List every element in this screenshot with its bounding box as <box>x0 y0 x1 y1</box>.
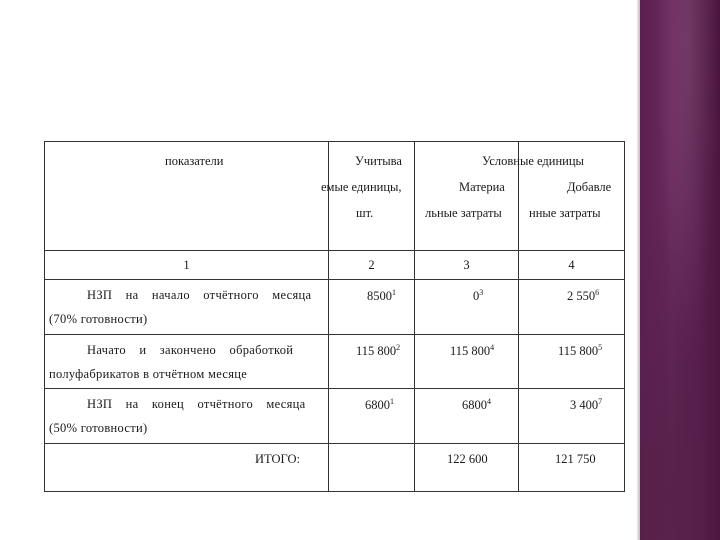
added-value: 3 $400^7$ <box>570 397 603 413</box>
total-added-cell <box>519 443 625 491</box>
total-materials-cell <box>415 443 519 491</box>
total-row <box>45 443 625 491</box>
row-label-cell <box>45 280 329 335</box>
accounted-cell <box>329 389 415 444</box>
row-label-cell <box>45 389 329 444</box>
accounted-cell <box>329 334 415 389</box>
column-number-4: 4 <box>519 251 625 280</box>
row-label-line1: НЗП на начало отчётного месяца <box>87 288 312 303</box>
accounted-value: 8500$^1$ <box>367 288 396 304</box>
header-added-line2: нные затраты <box>529 206 601 220</box>
materials-cell <box>415 334 519 389</box>
added-cell <box>519 334 625 389</box>
total-label-cell <box>45 443 329 491</box>
column-number-1: 1 <box>45 251 329 280</box>
column-number-2: 2 <box>329 251 415 280</box>
added-value: 2 $550^6$ <box>567 288 600 304</box>
header-materials-line1: Материа <box>459 180 505 194</box>
accounted-value: 6800$^1$ <box>365 397 394 413</box>
table-row <box>45 334 625 389</box>
materials-cell <box>415 280 519 335</box>
row-label-line2: (50% готовности) <box>49 421 148 436</box>
table-row <box>45 280 625 335</box>
row-label-line1: НЗП на конец отчётного месяца <box>87 397 306 412</box>
column-number-3: 3 <box>415 251 519 280</box>
header-indicators: показатели <box>165 154 224 168</box>
header-accounted-line3: шт. <box>356 206 374 220</box>
total-added-value: 121 750 <box>555 451 596 466</box>
header-accounted-cell <box>321 142 415 251</box>
header-indicators-cell <box>45 142 329 251</box>
header-added-line1: Добавле <box>567 180 612 194</box>
production-units-table <box>44 141 624 492</box>
accounted-cell <box>329 280 415 335</box>
accounted-value: 115 $800^2$ <box>356 342 401 358</box>
added-cell <box>519 280 625 335</box>
row-label-line2: (70% готовности) <box>49 312 148 327</box>
row-label-cell <box>45 334 329 389</box>
materials-value: $0^3$ <box>473 288 484 304</box>
header-accounted-line1: Учитыва <box>355 154 402 168</box>
materials-value: 6800$^4$ <box>462 397 491 413</box>
decorative-side-band <box>640 0 720 540</box>
added-value: 115 $800^5$ <box>558 342 603 358</box>
header-added-cell <box>519 142 625 251</box>
header-accounted-line2: емые единицы, <box>321 180 402 194</box>
total-materials-value: 122 600 <box>447 451 488 466</box>
materials-cell <box>415 389 519 444</box>
header-materials-line2: льные затраты <box>425 206 502 220</box>
row-label-line1: Начато и закончено обработкой <box>87 342 294 357</box>
added-cell <box>519 389 625 444</box>
header-conventional-units: Условные единицы <box>482 154 584 168</box>
table-row <box>45 389 625 444</box>
total-accounted-cell <box>329 443 415 491</box>
materials-value: 115 $800^4$ <box>450 342 495 358</box>
total-label: ИТОГО: <box>255 451 300 466</box>
row-label-line2: полуфабрикатов в отчётном месяце <box>49 366 248 381</box>
